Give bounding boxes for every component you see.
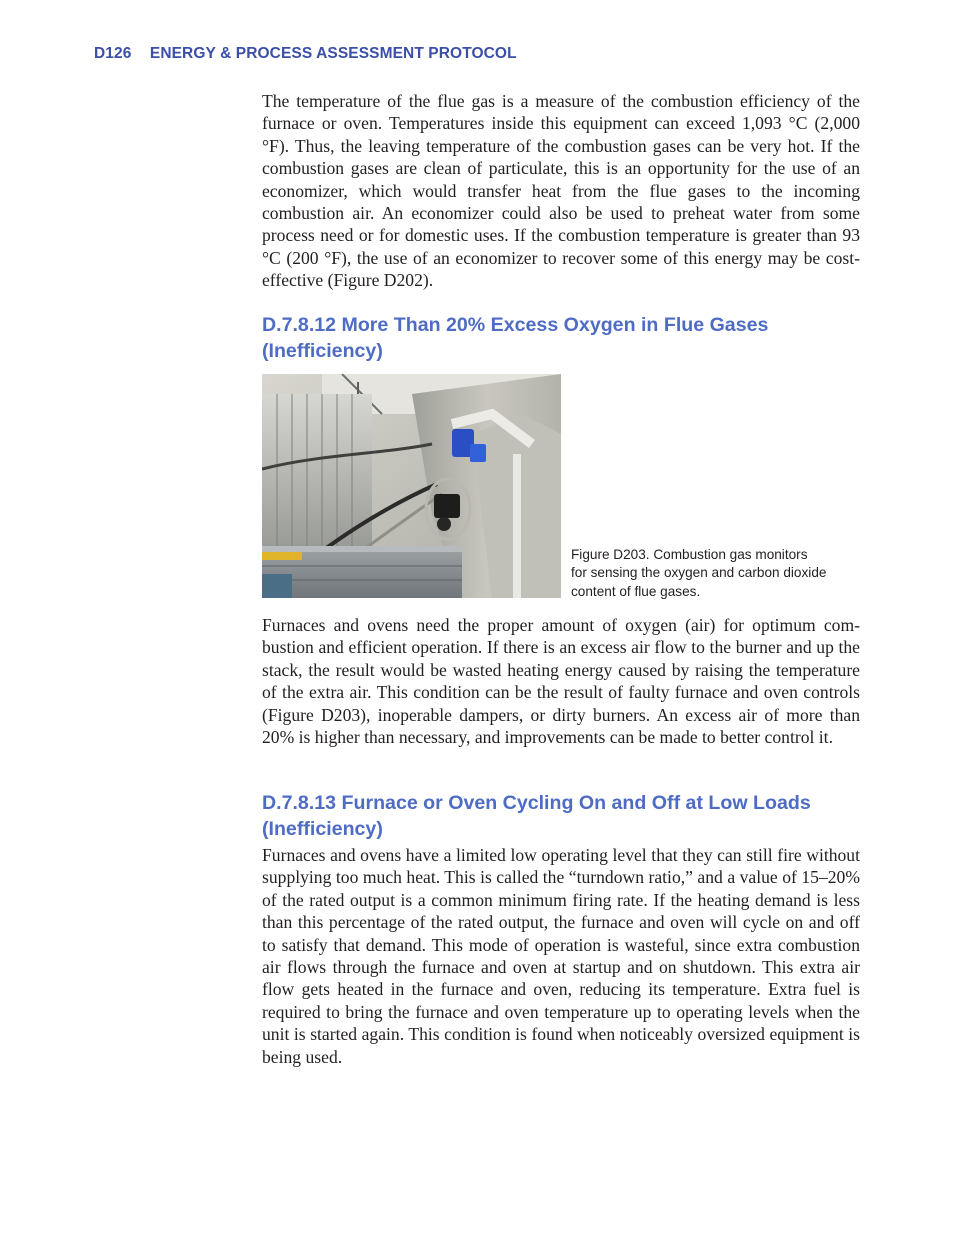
- section-heading-excess-oxygen: [262, 312, 862, 364]
- figure-caption: [571, 546, 851, 601]
- figure-d203-photo: [262, 374, 561, 598]
- heading-line: (Inefficiency): [262, 818, 383, 840]
- intro-paragraph: The temperature of the flue gas is a measure of the combustion efficiency of the furnace or oven. Temperatures inside this equipment can exceed 1,093 °C (2,000 °F). Thus, the leaving temperature of the combustion gases can be very hot. If the combustion gases are clean of particulate, this is an opportunity for the use of an economizer, which would transfer heat from the flue gases to the incoming combustion air. An economizer could also be used to preheat water from some process need or for domestic uses. If the combustion temperature is greater than 93 °C (200 °F), the use of an economizer to recover some of this energy may be cost-effective (Figure D202).: [262, 91, 860, 291]
- caption-line: content of flue gases.: [571, 583, 701, 599]
- running-title: ENERGY & PROCESS ASSESSMENT PROTOCOL: [149, 45, 517, 62]
- page-number: D126: [94, 45, 132, 62]
- cycling-paragraph: Furnaces and ovens have a limited low operating level that they can still fire without supplying too much heat. This is called the “turndown ratio,” and a value of 15–20% of the rated output is a common minimum firing rate. If the heating demand is less than this percentage of the rated output, the furnace and oven will cycle on and off to satisfy that demand. This mode of operation is wasteful, since extra combustion air flows through the furnace and oven at startup and on shutdown. This extra air flow gets heated in the furnace and oven, reducing its temperature. Extra fuel is required to bring the furnace and oven temperature up to operating levels when the unit is started again. This condition is found when noticeably oversized equipment is being used.: [262, 845, 860, 1067]
- caption-line: for sensing the oxygen and carbon dioxide: [571, 565, 827, 581]
- heading-line: D.7.8.13 Furnace or Oven Cycling On and Off at Low Loads: [262, 792, 811, 814]
- excess-oxygen-paragraph: Furnaces and ovens need the proper amount of oxygen (air) for optimum combustion and efficient operation. If there is an excess air flow to the burner and up the stack, the result would be wasted heating energy caused by raising the temperature of the extra air. This condition can be the result of faulty furnace and oven controls (Figure D203), inoperable dampers, or dirty burners. An excess air of more than 20% is higher than necessary, and improvements can be made to better control it.: [262, 615, 860, 748]
- running-head: [94, 45, 517, 63]
- heading-line: D.7.8.12 More Than 20% Excess Oxygen in Flue Gases: [262, 314, 769, 336]
- section-heading-cycling: [262, 790, 862, 842]
- caption-line: Figure D203. Combustion gas monitors: [571, 547, 808, 562]
- heading-line: (Inefficiency): [262, 340, 383, 362]
